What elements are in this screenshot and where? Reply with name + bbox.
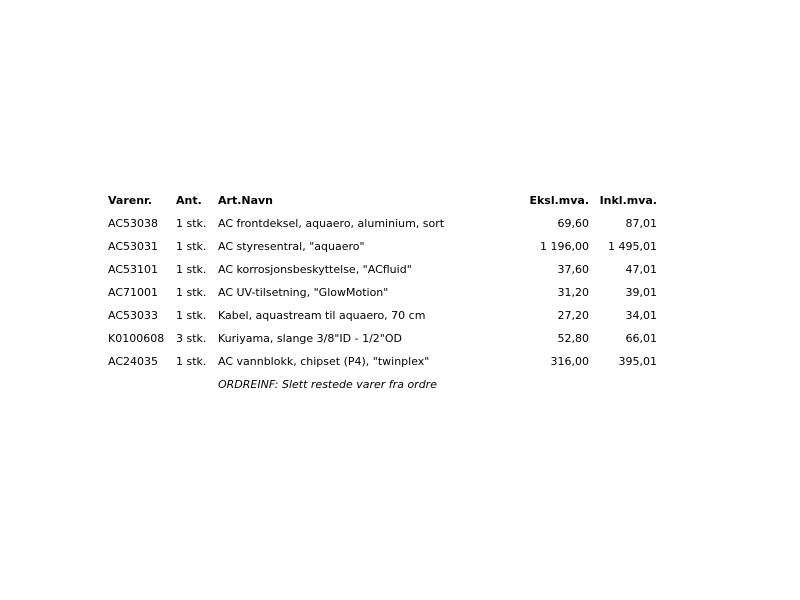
cell-ant: 1 stk. [176,286,207,299]
cell-eksl-mva: 69,60 [557,217,589,230]
cell-varenr: AC53101 [108,263,159,276]
table-row [105,212,660,235]
cell-ant: 1 stk. [176,217,207,230]
cell-varenr: AC24035 [108,355,159,368]
cell-ant: 1 stk. [176,355,207,368]
cell-inkl-mva: 34,01 [625,309,657,322]
header-ant: Ant. [176,194,202,207]
cell-eksl-mva: 37,60 [557,263,589,276]
cell-eksl-mva: 1 196,00 [540,240,589,253]
header-art-navn: Art.Navn [218,194,274,207]
cell-art-navn: AC frontdeksel, aquaero, aluminium, sort [218,217,445,230]
cell-inkl-mva: 39,01 [625,286,657,299]
table-row [105,304,660,327]
header-eksl-mva: Eksl.mva. [529,194,589,207]
table-row [105,350,660,373]
cell-ant: 1 stk. [176,263,207,276]
table-row [105,258,660,281]
header-varenr: Varenr. [108,194,153,207]
table-header-row [105,189,660,212]
cell-art-navn: AC styresentral, "aquaero" [218,240,365,253]
cell-ant: 1 stk. [176,309,207,322]
cell-art-navn: Kabel, aquastream til aquaero, 70 cm [218,309,426,322]
cell-art-navn: AC korrosjonsbeskyttelse, "ACfluid" [218,263,412,276]
cell-varenr: K0100608 [108,332,165,345]
cell-varenr: AC53031 [108,240,159,253]
cell-varenr: AC71001 [108,286,159,299]
cell-eksl-mva: 27,20 [557,309,589,322]
table-row [105,281,660,304]
cell-ant: 1 stk. [176,240,207,253]
cell-ant: 3 stk. [176,332,207,345]
cell-inkl-mva: 395,01 [618,355,657,368]
cell-eksl-mva: 316,00 [550,355,589,368]
cell-inkl-mva: 66,01 [625,332,657,345]
table-row [105,327,660,350]
order-note: ORDREINF: Slett restede varer fra ordre [218,378,437,391]
cell-inkl-mva: 47,01 [625,263,657,276]
table-row [105,235,660,258]
note-row [105,373,660,396]
cell-art-navn: AC vannblokk, chipset (P4), "twinplex" [218,355,430,368]
header-inkl-mva: Inkl.mva. [599,194,657,207]
cell-varenr: AC53038 [108,217,159,230]
cell-art-navn: AC UV-tilsetning, "GlowMotion" [218,286,389,299]
cell-varenr: AC53033 [108,309,159,322]
order-table [105,189,660,396]
cell-inkl-mva: 1 495,01 [608,240,657,253]
cell-inkl-mva: 87,01 [625,217,657,230]
cell-eksl-mva: 52,80 [557,332,589,345]
cell-eksl-mva: 31,20 [557,286,589,299]
cell-art-navn: Kuriyama, slange 3/8"ID - 1/2"OD [218,332,402,345]
